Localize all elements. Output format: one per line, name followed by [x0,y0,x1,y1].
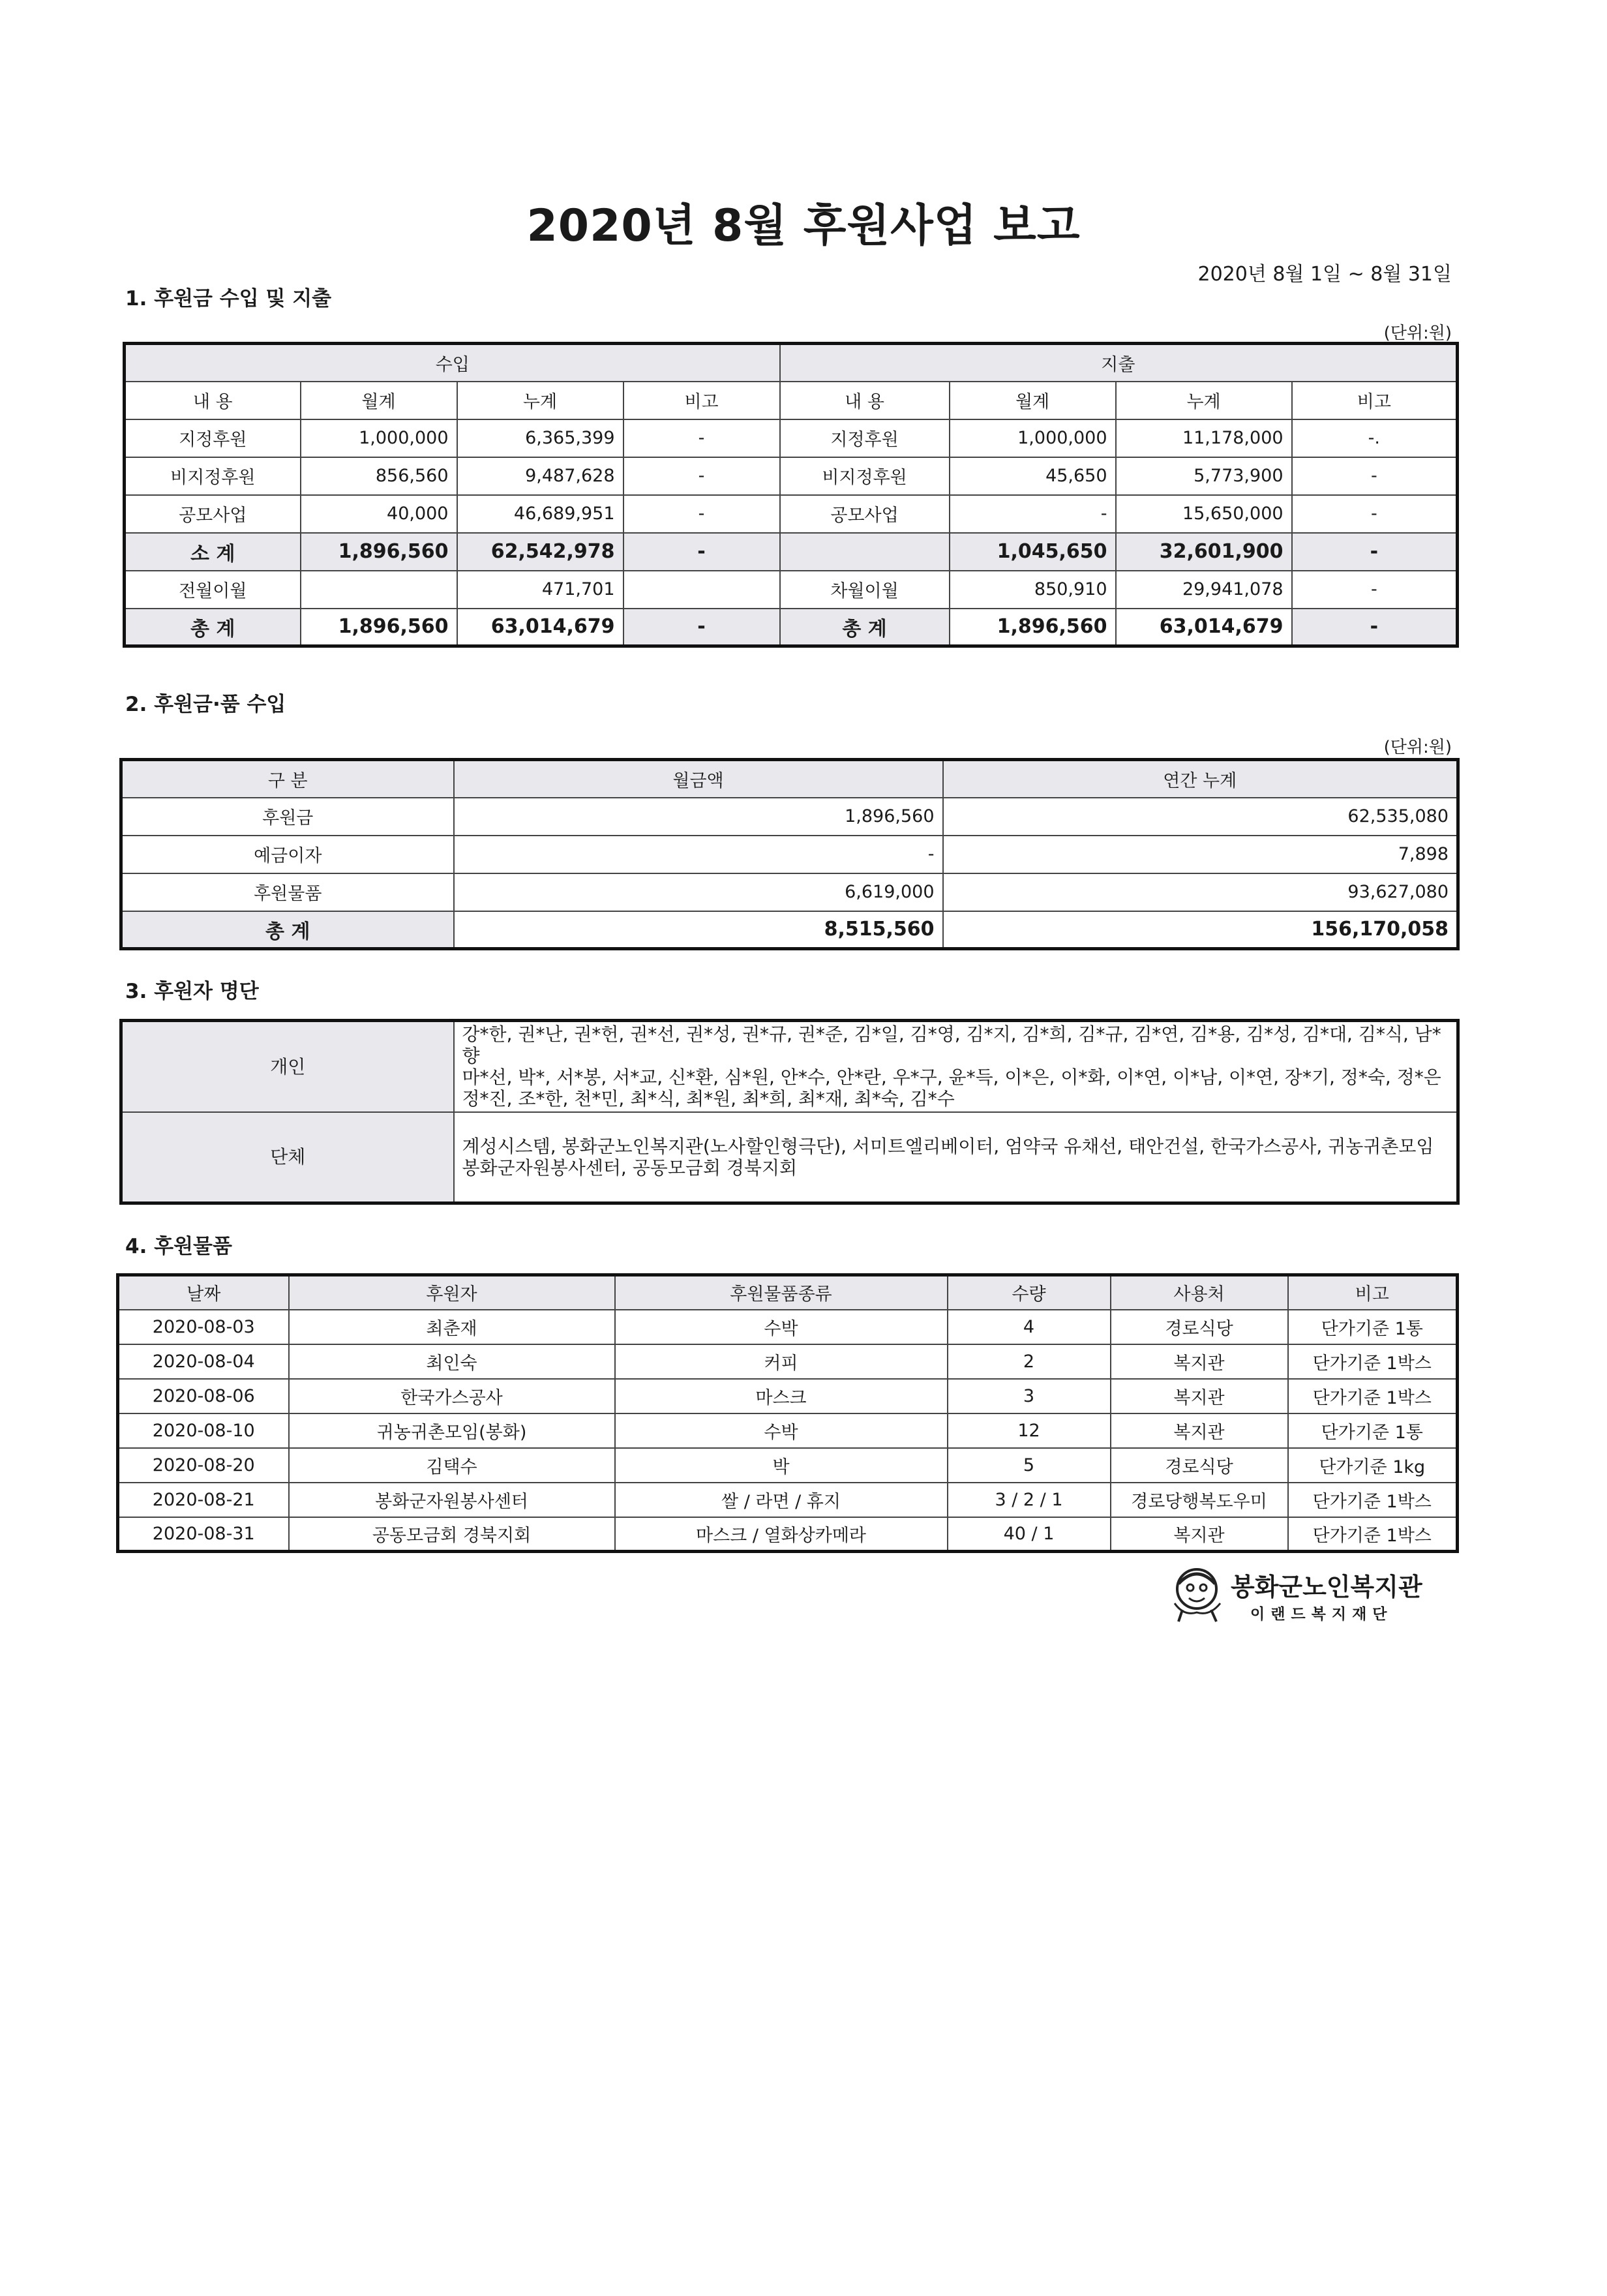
income-header: 수입 [125,344,780,382]
table-cell: 2020-08-04 [118,1344,289,1379]
table-row [121,836,1458,873]
table-cell: 김택수 [289,1448,615,1483]
column-header: 누계 [457,382,623,419]
table-cell: 12 [948,1413,1111,1448]
income-expense-table [123,342,1459,648]
section1-heading: 1. 후원금 수입 및 지출 [125,287,332,310]
table-cell: 마스크 / 열화상카메라 [615,1517,948,1552]
table-cell: 경로당행복도우미 [1111,1483,1288,1517]
subtotal-row [125,533,1458,571]
table-cell: 후원금 [121,798,454,836]
table-row [118,1483,1458,1517]
caricature-logo-icon [1171,1564,1225,1623]
table-cell: 40,000 [301,495,457,533]
table-cell: 156,170,058 [943,911,1458,949]
column-header: 월금액 [454,760,943,798]
group-row [121,1112,1458,1203]
table-cell: 복지관 [1111,1517,1288,1552]
table-cell: 경로식당 [1111,1310,1288,1344]
table-row [125,344,1458,382]
table-cell: 지정후원 [125,419,301,457]
table-cell: 쌀 / 라면 / 휴지 [615,1483,948,1517]
table-cell: 7,898 [943,836,1458,873]
table-cell: 비지정후원 [125,457,301,495]
donor-line: 정*진, 조*한, 천*민, 최*식, 최*원, 최*희, 최*재, 최*숙, 김*수 [462,1088,955,1110]
table-cell: 5,773,900 [1116,457,1292,495]
report-period: 2020년 8월 1일 ~ 8월 31일 [1197,263,1452,286]
table-cell: -. [1292,419,1458,457]
table-cell: 한국가스공사 [289,1379,615,1413]
donor-line: 마*선, 박*, 서*봉, 서*교, 신*환, 심*원, 안*수, 안*란, 우*구, 윤*득, 이*은, 이*화, 이*연, 이*남, 이*연, 장*기, 정*숙, 정*은 [462,1066,1441,1089]
table-cell: 공동모금회 경북지회 [289,1517,615,1552]
table-cell: 2020-08-31 [118,1517,289,1552]
table-cell: - [1292,571,1458,609]
table-cell: 1,045,650 [950,533,1116,571]
column-header: 비고 [623,382,780,419]
table-cell: 귀농귀촌모임(봉화) [289,1413,615,1448]
table-cell: 63,014,679 [1116,609,1292,646]
donated-goods-table [116,1273,1459,1553]
table-cell: 단가기준 1박스 [1288,1344,1458,1379]
table-row [118,1379,1458,1413]
table-cell: 소 계 [125,533,301,571]
table-cell: - [1292,457,1458,495]
table-row [125,419,1458,457]
column-header: 후원자 [289,1275,615,1310]
column-header: 수량 [948,1275,1111,1310]
table-cell: - [1292,533,1458,571]
table-header-row [125,382,1458,419]
individual-row [121,1021,1458,1112]
table-cell: - [1292,495,1458,533]
table-cell: 29,941,078 [1116,571,1292,609]
table-cell: 1,896,560 [950,609,1116,646]
donor-line: 봉화군자원봉사센터, 공동모금회 경북지회 [462,1156,798,1179]
column-header: 연간 누계 [943,760,1458,798]
table-cell: 471,701 [457,571,623,609]
table-cell: 63,014,679 [457,609,623,646]
column-header: 구 분 [121,760,454,798]
table-row [118,1413,1458,1448]
table-cell: 45,650 [950,457,1116,495]
table-cell: 차월이월 [780,571,950,609]
table-cell: 비지정후원 [780,457,950,495]
table-cell [301,571,457,609]
table-cell: - [1292,609,1458,646]
individual-label: 개인 [121,1021,454,1112]
section2-unit: (단위:원) [1383,738,1452,757]
table-cell: 단가기준 1박스 [1288,1517,1458,1552]
table-cell: 2020-08-10 [118,1413,289,1448]
column-header: 월계 [950,382,1116,419]
table-row [125,495,1458,533]
table-row [118,1344,1458,1379]
table-header-row [118,1275,1458,1310]
table-cell: 단가기준 1통 [1288,1310,1458,1344]
section3-heading: 3. 후원자 명단 [125,980,259,1003]
table-cell: 경로식당 [1111,1448,1288,1483]
table-cell: 1,896,560 [301,609,457,646]
table-cell: 46,689,951 [457,495,623,533]
table-cell: - [623,495,780,533]
table-cell: 단가기준 1통 [1288,1413,1458,1448]
table-cell: 복지관 [1111,1413,1288,1448]
table-row [121,798,1458,836]
table-cell: 후원물품 [121,873,454,911]
table-cell: 지정후원 [780,419,950,457]
table-cell: 850,910 [950,571,1116,609]
table-cell: 2020-08-03 [118,1310,289,1344]
table-cell: - [454,836,943,873]
table-cell: - [623,457,780,495]
column-header: 월계 [301,382,457,419]
section2-heading: 2. 후원금·품 수입 [125,693,286,716]
table-cell: - [623,419,780,457]
column-header: 비고 [1292,382,1458,419]
foundation-name: 이랜드복지재단 [1250,1606,1393,1623]
table-cell: 공모사업 [780,495,950,533]
table-cell: - [623,533,780,571]
table-cell: - [950,495,1116,533]
table-cell [623,571,780,609]
individual-donors [454,1021,1458,1112]
table-cell: 1,896,560 [454,798,943,836]
table-cell: 복지관 [1111,1379,1288,1413]
table-cell: 93,627,080 [943,873,1458,911]
table-cell: 박 [615,1448,948,1483]
table-cell: 단가기준 1박스 [1288,1379,1458,1413]
table-cell: 32,601,900 [1116,533,1292,571]
table-cell: 1,896,560 [301,533,457,571]
section4-heading: 4. 후원물품 [125,1235,232,1258]
table-cell: 총 계 [780,609,950,646]
table-cell: 1,000,000 [950,419,1116,457]
table-row [118,1448,1458,1483]
donor-list-table [119,1019,1460,1205]
table-cell: 4 [948,1310,1111,1344]
table-cell: 2020-08-06 [118,1379,289,1413]
column-header: 비고 [1288,1275,1458,1310]
table-cell: 2020-08-21 [118,1483,289,1517]
page-title: 2020년 8월 후원사업 보고 [526,200,1081,252]
table-cell: 총 계 [121,911,454,949]
column-header: 누계 [1116,382,1292,419]
column-header: 내 용 [780,382,950,419]
table-row [118,1310,1458,1344]
table-row [118,1517,1458,1552]
total-row [125,609,1458,646]
table-cell: 62,542,978 [457,533,623,571]
table-cell: 단가기준 1박스 [1288,1483,1458,1517]
table-cell: 62,535,080 [943,798,1458,836]
table-cell: 단가기준 1kg [1288,1448,1458,1483]
column-header: 사용처 [1111,1275,1288,1310]
table-cell: - [623,609,780,646]
table-cell: 2020-08-20 [118,1448,289,1483]
table-cell: 봉화군자원봉사센터 [289,1483,615,1517]
group-donors [454,1112,1458,1203]
org-name: 봉화군노인복지관 [1231,1573,1422,1601]
table-cell: 1,000,000 [301,419,457,457]
table-cell [780,533,950,571]
donor-line: 강*한, 권*난, 권*헌, 권*선, 권*성, 권*규, 권*준, 김*일, 김*영, 김*지, 김*희, 김*규, 김*연, 김*용, 김*성, 김*대, 김*식, 남*향 [462,1023,1441,1067]
table-cell: 2 [948,1344,1111,1379]
table-cell: 5 [948,1448,1111,1483]
column-header: 후원물품종류 [615,1275,948,1310]
table-cell: 수박 [615,1413,948,1448]
table-cell: 예금이자 [121,836,454,873]
donor-line: 계성시스템, 봉화군노인복지관(노사할인형극단), 서미트엘리베이터, 엄약국 유채선, 태안건설, 한국가스공사, 귀농귀촌모임 [462,1135,1434,1157]
table-cell: 최인숙 [289,1344,615,1379]
table-cell: 8,515,560 [454,911,943,949]
section1-unit: (단위:원) [1383,324,1452,343]
table-row [121,873,1458,911]
table-cell: 공모사업 [125,495,301,533]
table-cell: 최춘재 [289,1310,615,1344]
table-cell: 커피 [615,1344,948,1379]
table-cell: 전월이월 [125,571,301,609]
total-row [121,911,1458,949]
org-logo [1171,1564,1422,1629]
table-cell: 9,487,628 [457,457,623,495]
table-cell: 856,560 [301,457,457,495]
table-cell: 15,650,000 [1116,495,1292,533]
table-cell: 6,365,399 [457,419,623,457]
table-cell: 수박 [615,1310,948,1344]
table-header-row [121,760,1458,798]
expense-header: 지출 [780,344,1458,382]
table-cell: 복지관 [1111,1344,1288,1379]
column-header: 날짜 [118,1275,289,1310]
donation-income-table [119,758,1460,950]
table-cell: 총 계 [125,609,301,646]
group-label: 단체 [121,1112,454,1203]
table-cell: 40 / 1 [948,1517,1111,1552]
table-cell: 3 / 2 / 1 [948,1483,1111,1517]
table-row [125,457,1458,495]
table-cell: 11,178,000 [1116,419,1292,457]
column-header: 내 용 [125,382,301,419]
table-cell: 6,619,000 [454,873,943,911]
table-cell: 3 [948,1379,1111,1413]
table-cell: 마스크 [615,1379,948,1413]
table-row [125,571,1458,609]
